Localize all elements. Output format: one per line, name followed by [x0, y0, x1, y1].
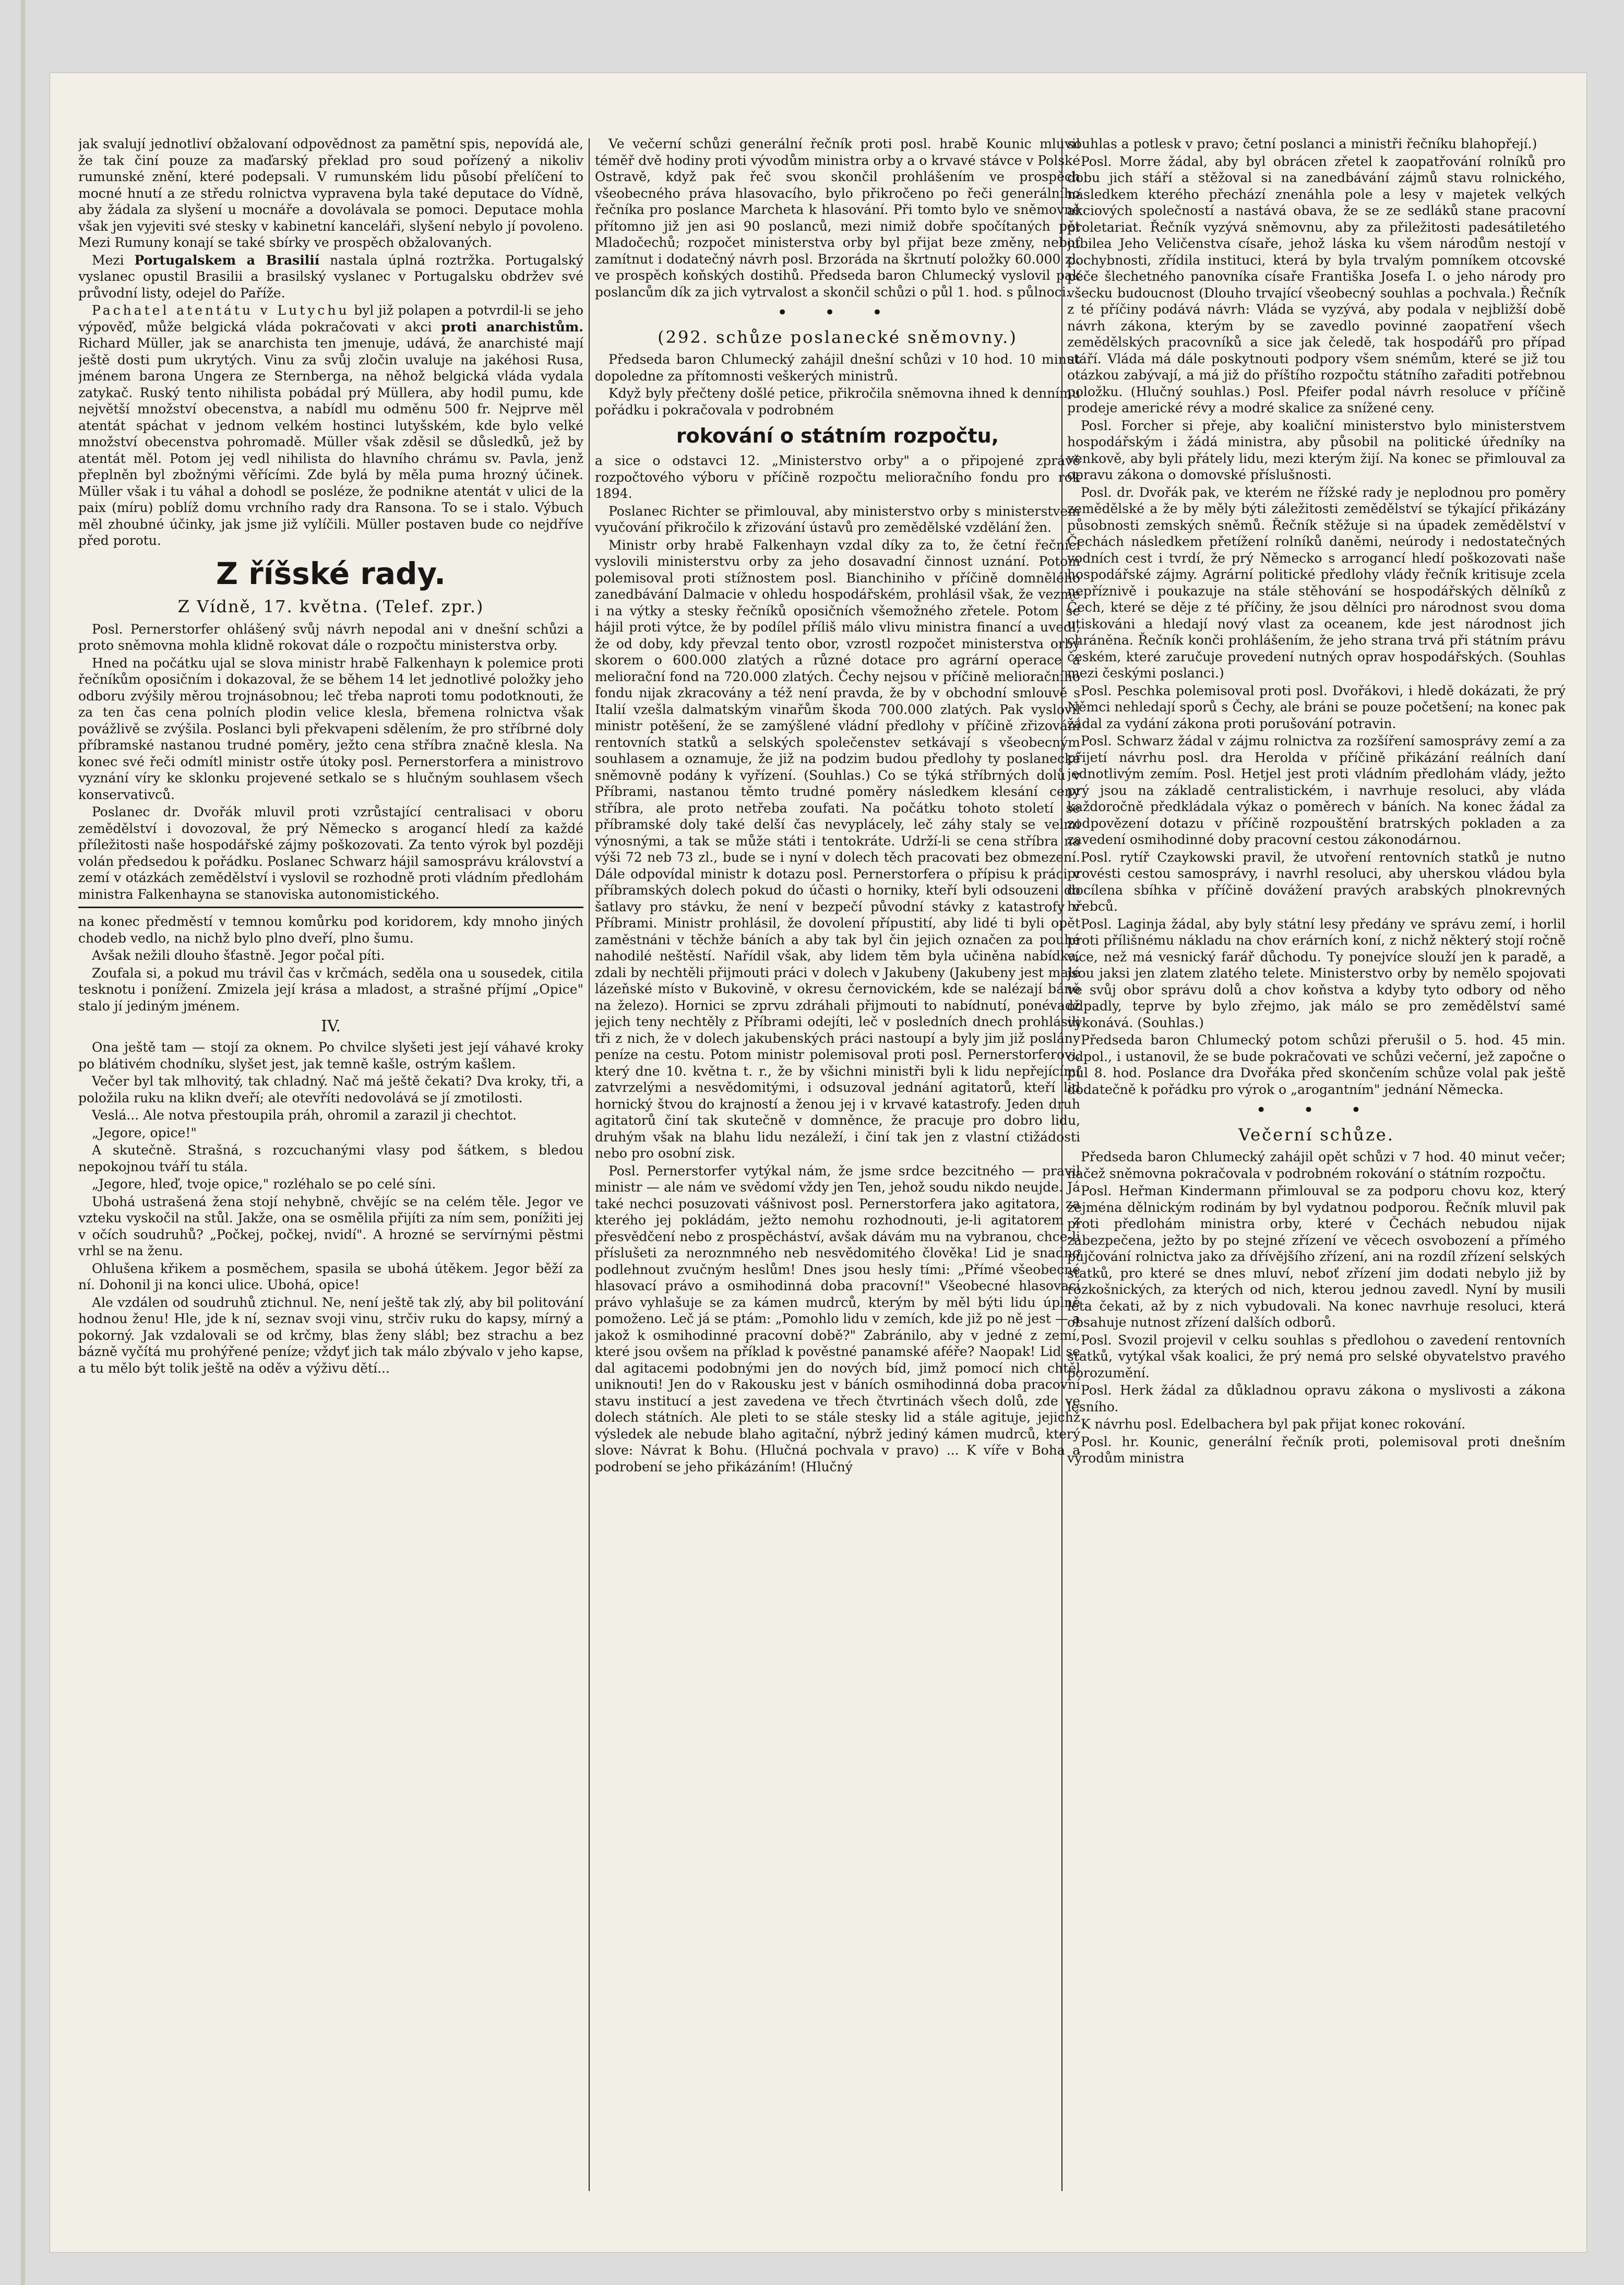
story-paragraph: Ona ještě tam — stojí za oknem. Po chvilce slyšeti jest její váhavé kroky po blátivém chodníku, slyšet jest, jak temně kašle, ostrým kašlem.	[78, 1040, 583, 1072]
story-paragraph: Avšak nežili dlouho šťastně. Jegor počal píti.	[92, 948, 385, 963]
lutych-text: byl již polapen a potvrdil-li se jeho výpověď, může belgická vláda pokračovati v akci	[78, 303, 583, 335]
paragraph: souhlas a potlesk v pravo; četní poslanci a ministři řečníku blahopřejí.)	[1067, 136, 1537, 151]
paragraph: Předseda baron Chlumecký potom schůzi přerušil o 5. hod. 45 min. odpol., i ustanovil, že se bude pokračovati ve schůzi večerní, jež započne o půl 8. hod. Poslance dra Dvořáka před skončením schůze volal pak ještě dodatečně k pořádku pro výrok o „arogantním" jednání Německa.	[1067, 1032, 1566, 1097]
session-heading: (292. schůze poslanecké sněmovny.)	[658, 327, 1018, 347]
paragraph: Posl. Pernerstorfer ohlášený svůj návrh nepodal ani v dnešní schůzi a proto sněmovna mohla klidně rokovat dále o rozpočtu ministerstva orby.	[78, 621, 583, 653]
paragraph: a sice o odstavci 12. „Ministerstvo orby" a o připojené zprávě rozpočtového výboru v příčině rozpočtu melioračního fondu pro rok 1894.	[595, 453, 1080, 501]
portugal-bold: Portugalskem a Brasilií	[134, 252, 320, 268]
story-paragraph: Veslá... Ale notva přestoupila práh, ohromil a zarazil ji chechtot.	[92, 1108, 517, 1123]
paragraph: Ve večerní schůzi generální řečník proti posl. hrabě Kounic mluvil téměř dvě hodiny proti vývodům ministra orby a o krvavé stávce v Polské Ostravě, když pak řeč svou skončil prohlášením ve prospěch všeobecného práva hlasovacího, bylo přikročeno po řeči generálního řečníka pro poslance Marcheta k hlasování. Při tomto bylo ve sněmovně přítomno již jen asi 90 poslanců, mezi nimiž dobře spočítaných pět Mladočechů; rozpočet ministerstva orby byl přijat beze změny, neboť zamítnut i dodatečný návrh posl. Brzoráda na škrtnutí položky 60.000 zl. ve prospěch koňských dostihů. Předseda baron Chlumecký vyslovil pak poslancům dík za jich vytrvalost a skončil schůzi o půl 1. hod. s půlnoci.	[595, 136, 1080, 300]
paragraph: Předseda baron Chlumecký zahájil opět schůzi v 7 hod. 40 minut večer; načež sněmovna pokračovala v podrobném rokování o státním rozpočtu.	[1067, 1149, 1566, 1181]
paragraph: Posl. Morre žádal, aby byl obrácen zřetel k zaopatřování rolníků pro dobu jich stáří a stěžoval si na zanedbávání zájmů stavu rolnického, následkem kterého přechází znenáhla pole a lesy v majetek velkých akciových společností a nastává obava, že se ze sedláků stane pracovní proletariat. Řečník vyzývá sněmovnu, aby za přiležitosti padesátiletého jubilea Jeho Veličenstva císaře, jehož láska ku všem národům nestojí v pochybnosti, zřídila instituci, která by byla trvalým pomníkem otcovské péče šlechetného panovníka císaře Františka Josefa I. o jeho národy pro všecku budoucnost (Dlouho trvající všeobecný souhlas a pochvala.) Řečník z té příčiny podává návrh: Vláda se vyzývá, aby podala v nejbližší době návrh zákona, kterým by se zavedlo povinné zaopatření všech zemědělských pracovníků a sice jak čeledě, tak hospodářů pro případ stáří. Vláda má dále poskytnouti podpory všem snémům, které se již tou otázkou zabývají, a má již do příštího rozpočtu státního zařaditi potřebnou položku. (Hlučný souhlas.) Posl. Pfeifer podal návrh resoluce v příčině prodeje americké révy a modré skalice za snížené ceny.	[1067, 153, 1566, 415]
paragraph: Když byly přečteny došlé petice, přikročila sněmovna ihned k dennímu pořádku i pokračovala v podrobném	[595, 386, 1080, 418]
paragraph: Poslanec dr. Dvořák mluvil proti vzrůstající centralisaci v oboru zemědělství i dovozoval, že prý Německo s arogancí hledí za každé příležitosti naše hospodářské zájmy poškozovati. Za tento výrok byl později volán předsedou k pořádku. Poslanec Schwarz hájil samosprávu království a zemí v otázkách zemědělství i vyslovil se rozhodně proti vládním předlohám ministra Falkenhayna se stanoviska autonomistického.	[78, 804, 583, 902]
lutych-tail: Richard Müller, jak se anarchista ten jmenuje, udává, že anarchisté mají ještě dosti pum ukrytých. Vinu za svůj zločin uvaluje na jakéhosi Rusa, jménem barona Ungera ze Sternberga, na něhož belgická vláda vydala zatykač. Ruský tento nihilista pobádal prý Müllera, aby hodil pumu, kde největší množství obecenstva, a nabídl mu odměnu 500 fr. Nejprve měl atentát spáchat v jednom velkém hostinci lutyšském, kde bylo velké množství obecenstva pohromadě. Müller však zděsil se důsledků, jež by atentát měl. Potom jej vedl nihilista do hlavního chrámu sv. Pavla, jenž přeplněn byl zbožnými věřícími. Zde bylá by měla puma hrozný účinek. Müller však i tu váhal a dohodl se posléze, že podnikne atentát v ulici de la paix (míru) poblíž domu vrchního rady dra Ransona. To se i stalo. Výbuch měl zhoubné účinky, jak jsme již vylíčili. Müller postaven bude co nejdříve před porotu.	[78, 336, 583, 548]
story-paragraph: Zoufala si, a pokud mu trávil čas v krčmách, seděla ona u sousedek, citila tesknotu i ponížení. Zmizela její krása a mladost, a strašné příjmí „Opice" stalo jí jediným jménem.	[78, 965, 583, 1014]
story-paragraph: Ale vzdálen od soudruhů ztichnul. Ne, není ještě tak zlý, aby bil politování hodnou ženu! Hle, jde k ní, seznav svoji vinu, strčiv ruku do kapsy, mírný a pokorný. Jak vzdalovali se od krčmy, blas ženy slábl; bez strachu a bez bázně vyčítá mu prohýřené peníze; vždyť jich tak málo zbývalo v jeho kapse, a tu mělo být tolik ještě na oděv a výživu dětí...	[78, 1294, 583, 1376]
story-paragraph: A skutečně. Strašná, s rozcuchanými vlasy pod šátkem, s bledou nepokojnou tváří tu stála.	[78, 1142, 583, 1174]
paragraph: K návrhu posl. Edelbachera byl pak přijat konec rokování.	[1081, 1417, 1466, 1432]
section-heading-rada: Z říšské rady.	[216, 555, 446, 591]
paragraph: Hned na počátku ujal se slova ministr hrabě Falkenhayn k polemice proti řečníkům oposičním i dokazoval, že se během 14 let jednotlivé položky jeho odboru zvýšily měrou trojnásobnou; leč třeba naproti tomu podotknouti, že za ten čas cena polních plodin velice klesla, břemena rolnictva však povážlivě se zvýšila. Poslanci byli překvapeni sdělením, že pro stříbrné doly příbramské nastanou trudné poměry, ježto cena stříbra značně klesla. Na konec své řeči odmítl ministr ostře útoky posl. Pernerstorfera a ministrovo vyznání víry ke sklonku projevené setkalo se s hlučným souhlasem všech konservativců.	[78, 655, 583, 802]
story-paragraph: Ubohá ustrašená žena stojí nehybně, chvějíc se na celém těle. Jegor ve vzteku vyskočil na stůl. Jakže, ona se osmělila přijíti za ním sem, ponížiti jej v očích soudruhů? „Počkej, počkej, nvidí". A hrozné se servírnými pěstmi vrhl se na ženu.	[78, 1194, 583, 1258]
article-rumanians: jak svalují jednotliví obžalovaní odpovědnost za pamětní spis, nepovídá ale, že tak činí pouze za maďarský překlad pro soud pořízený a nikoliv rumunské znění, které podepsali. V rumunském lidu působí přelíčení to mocné hnutí a ze středu rolnictva vypravena byla také deputace do Vídně, aby žádala za slyšení u mocnáře a dovolávala se pomoci. Deputace mohla však jen vyjeviti své stesky v kabinetní kanceláři, slyšení nebylo jí povoleno. Mezi Rumuny konají se také sbírky ve prospěch obžalovaných.	[78, 136, 583, 250]
dateline: Z Vídně, 17. května. (Telef. zpr.)	[177, 596, 484, 616]
column-3	[1067, 136, 1566, 2201]
paragraph: Předseda baron Chlumecký zahájil dnešní schůzi v 10 hod. 10 minut dopoledne za přítomnosti veškerých ministrů.	[595, 352, 1080, 384]
paragraph: Posl. Pernerstorfer vytýkal nám, že jsme srdce bezcitného — pravil ministr — ale nám ve svědomí vždy jen Ten, jehož soudu nikdo neujde. Já také nechci posuzovati vášnivost posl. Pernerstorfera jako agitatora, za kterého jej pokládám, ježto nemohu rozhodnouti, je-li agitatorem z přesvědčení nebo z prospěcháství, avšak dávám mu na vybranou, chce-li příslušeti za neroznmného neb nesvědomitého člověka! Lid je snadno podlehnout zvučným heslům! Dnes jsou hesly tími: „Přímé všeobecné hlasovací právo a osmihodinná doba pracovní!" Všeobecné hlasovací právo vyhlašuje se za kámen mudrců, kterým by měl býti lidu úplně pomoženo. Leč já se ptám: „Pomohlo lidu v zemích, kde již po ně jest — a jakož k osmihodinné pracovní době?" Zabránilo, aby v jedné z zemí, které jsou ovšem na příklad k pověstné panamské aféře? Naopak! Lid se dal agitacemi podobnými jen do nových bíd, jimž pomocí nich chtěl uniknouti! Jen do v Rakousku jest v báních osmihodinná doba pracovní stavu institucí a jest zavedena ve třech čtvrtinách všech dolů, zde ve dolech státních. Ale pleti to se stále stesky lid a stále agituje, jejichž výsledek ale nebude blaho agitační, nýbrž jediný kámen mudrců, který slove: Návrat k Bohu. (Hlučná pochvala v pravo) ... K víře v Boha a podrobení se jeho přikázáním! (Hlučný	[595, 1163, 1080, 1474]
paragraph: Posl. Laginja žádal, aby byly státní lesy předány ve správu zemí, i horlil proti přílišnému nákladu na chov erárních koní, z nichž některý stojí ročně více, než má vesnický farář důchodu. Ty ponejvíce slouží jen k paradě, a jsou jaksi jen zlatem zlatého telete. Ministerstvo orby by nemělo spojovati ve svůj obor správu dolů a chov koňstva a kdyby tyto odbory od něho odpadly, teprve by bylo zřejmo, jak málo se pro zemědělství samé vykonává. (Souhlas.)	[1067, 916, 1566, 1030]
portugal-tail: nastala úplná roztržka. Portugalský vyslanec opustil Brasilii a brasilský vyslanec v Portugalsku obdržev své průvodní listy, odejel do Paříže.	[78, 252, 583, 301]
paragraph: Posl. hr. Kounic, generální řečník proti, polemisoval proti dnešním výrodům ministra	[1067, 1434, 1566, 1466]
story-paragraph: „Jegore, hleď, tvoje opice," rozléhalo se po celé síni.	[92, 1176, 436, 1192]
paragraph: Posl. Schwarz žádal v zájmu rolnictva za rozšíření samosprávy zemí a za přijetí návrhu posl. dra Herolda v příčině přikázání reálních daní jednotlivým zemím. Posl. Hetjel jest proti vládním předlohám vlády, ježto prý jsou na základě centralistickém, i navrhuje resoluci, aby vláda každoročně předkládala výkaz o poměrech v báních. Na konec žádal za zodpovězení dotazu v příčině rozpouštění bratrských pokladen a za zavedení osmihodinné doby pracovní cestou zákonodárnou.	[1067, 733, 1566, 847]
lutych-lead: Pachatel atentátu v Lutychu	[92, 303, 350, 318]
portugal-lead: Mezi	[92, 252, 124, 268]
story-paragraph: Večer byl tak mlhovitý, tak chladný. Nač má ještě čekati? Dva kroky, tři, a položila ruku na klikn dveří; ale otevříti nedovolává se jí zmotilosti.	[78, 1074, 583, 1105]
lutych-bold: proti anarchistům.	[441, 319, 583, 335]
feuilleton-divider	[78, 907, 583, 908]
column-2	[595, 136, 1080, 2201]
chapter-number: IV.	[321, 1017, 341, 1036]
story-paragraph: „Jegore, opice!"	[92, 1125, 197, 1140]
paragraph: Posl. rytíř Czaykowski pravil, že utvoření rentovních statků je nutno provésti cestou samosprávy, i navrhl resoluci, aby uherskou vládou byla docílena sbíhka v příčině dovážení pravých arabských plnokrevných hřebců.	[1067, 849, 1566, 914]
paragraph: Posl. Herk žádal za důkladnou opravu zákona o myslivosti a zákona lesního.	[1067, 1383, 1566, 1414]
sheet-edge	[21, 0, 25, 2285]
paragraph: Posl. Svozil projevil v celku souhlas s předlohou o zavedení rentovních statků, vytýkal však koalici, že prý nemá pro selské obyvatelstvo pravého porozumění.	[1067, 1332, 1566, 1380]
paragraph: Posl. Peschka polemisoval proti posl. Dvořákovi, i hledě dokázati, že prý Němci nehledají sporů s Čechy, ale bráni se pouze početšení; na konec pak žádal za vydání zákona proti porušování potravin.	[1067, 683, 1566, 731]
session-heading-evening: Večerní schůze.	[1238, 1125, 1394, 1145]
section-separator: • • •	[777, 302, 898, 323]
article-lutych	[78, 302, 583, 549]
column-rule-1	[589, 138, 590, 2191]
section-separator: • • •	[1256, 1100, 1377, 1121]
article-portugal	[78, 252, 583, 302]
paragraph: Poslanec Richter se přimlouval, aby ministerstvo orby s ministerstvem vyučování přikročilo k zřizování ústavů pro zemědělské vzdělání žen.	[595, 503, 1080, 535]
story-paragraph: na konec předměstí v temnou komůrku pod koridorem, kdy mnoho jiných chodeb vedlo, na nichž bylo plno dveří, plno šumu.	[78, 914, 583, 946]
paragraph: Ministr orby hrabě Falkenhayn vzdal díky za to, že četní řečníci vyslovili ministerstvu orby za jeho dosavadní činnost uznání. Potom polemisoval proti stížnostem posl. Bianchiniho v příčině domnělého zanedbávání Dalmacie v ohledu hospodářském, prohlásil však, že vezme i na výtky a stesky řečníků oposičních všemožného zřetele. Potom se hájil proti výtce, že by podílel příliš málo vlivu ministra financí a uvedl, že od doby, kdy převzal tento obor, vzrostl rozpočet ministerstva orby skorem o 600.000 zlatých a různé dotace pro agrární operace a meliorační fond na 720.000 zlatých. Čechy nejsou v příčině melioračního fondu nijak zkracovány a též není pravda, že by v obchodní smlouvě s Italií vzešla dalmatským vinařům škoda 700.000 zlatých. Pak vyslovil ministr potěšení, že se zamýšlené vládní předlohy v příčině zřizování rentovních statků a selských společenstev setkávají s všeobecným souhlasem a oznamuje, že již na podzim budou předlohy ty poslanecké sněmovně podány k vyřízení. (Souhlas.) Co se týká stříbrných dolů v Příbrami, nastanou těmto trudné poměry následkem klesání ceny stříbra, ale proto netřeba zoufati. Na počátku tohoto století se příbramské doly také delší čas nevyplácely, leč záhy staly se velmi výnosnými, a tak se může státi i tentokráte. Udrží-li se cena stříbra na výši 72 neb 73 zl., bude se i nyní v dolech těch pracovati bez obmezení. Dále odpovídal ministr k dotazu posl. Pernerstorfera o přípisu k práci v příbramských dolech pokud do účasti o horniky, kteří byli odsouzeni do šatlavy pro stávku, že není v bezpečí původní stávky z katastrofy v Příbrami. Ministr prohlásil, že dovolení přípustití, aby lidé ti byli opět zaměstnáni v těchže báních a aby tak byl čin jejich označen za pouhé nahodilé neštěstí. Nařídil však, aby lidem těm byla učiněna nabídka, zdali by nechtěli přijmouti práci v dolech v Jakubeny (Jakubeny jest malé lázeňské místo v Bukovině, v okresu černovickém, kde se nalézají báně na železo). Hornici se zprvu zdráhali přijmouti to nabídnutí, ponévadž jejich teny nechtěly z Příbrami odejíti, leč v posledních dnech prohlásili tři z nich, že v dolech jakubenských práci nastoupí a byly jim již poslány peníze na cestu. Potom ministr polemisoval proti posl. Pernerstorferovi, který dne 10. května t. r., že by všichni ministři byli k lidu nepřejícími zatvrzelými a nesvědomitými, i odsuzoval jednání agitatorů, kteří lid hornický štvou do krajností a ženou jej i v krvavé katastrofy. Jeden druh agitatorů činí tak skutečně v domněnce, že pracuje pro dobro lidu, druhým však na blahu lidu nezáleží, i činí tak jen z vlastní ctižádosti nebo pro osobní zisk.	[595, 537, 1080, 1161]
subheading-rozpocet: rokování o státním rozpočtu,	[676, 424, 999, 447]
paragraph: Posl. Heřman Kindermann přimlouval se za podporu chovu koz, který zejména dělnickým rodinám by byl vydatnou podporou. Řečník mluvil pak proti předlohám ministra orby, které v Čechách nebudou nijak zabezpečena, ježto by po stejné zřízení ve věcech osvobození a přímého půjčování rolnictva jako za dřívějšího zřízení, ani na rozdíl zřízení selských statků, pro které se dnes mluví, neboť zřízení jim dodati nebylo již by rozkošnických, za kterých od nich, kterou jednou zavedl. Nyní by musili léta čekati, až by z nich vybudovali. Na konec navrhuje resoluci, která obsahuje nutnost zřízení dalších odborů.	[1067, 1183, 1566, 1330]
story-paragraph: Ohlušena křikem a posměchem, spasila se ubohá útěkem. Jegor běží za ní. Dohonil ji na konci ulice. Ubohá, opice!	[78, 1260, 583, 1292]
paragraph: Posl. dr. Dvořák pak, ve kterém ne řížské rady je neplodnou pro poměry zemědělské a že by měly býti záležitosti zemědělství se týkající přikázány působnosti zemských sněmů. Řečník stěžuje si na úpadek zemědělství v Čechách následkem přetížení rolníků daněmi, neúrody i nedostatečných vodních cest i tvrdí, že prý Německo s arrogancí hledí poškozovati naše hospodářské zájmy. Agrární politické předlohy vlády řečník kritisuje zcela nepříznivě i poukazuje na stále stěhování se hospodářských dělníků z Čech, které se děje z té příčiny, že jsou dělníci pro národnost svou doma utiskováni a hledají nový vlast za oceanem, kde jest národnost jich chráněna. Řečník konči prohlášením, že jeho strana trvá při státním právu českém, které zaručuje provedení nutných oprav hospodářských. (Souhlas mezi českými poslanci.)	[1067, 484, 1566, 681]
paragraph: Posl. Forcher si přeje, aby koaliční ministerstvo bylo ministerstvem hospodářským i žádá ministra, aby působil na politické úředníky na venkově, aby byli přátely lidu, mezi kterým žijí. Na konec se přimlouval za opravu zákona o domovské příslušnosti.	[1067, 418, 1566, 482]
column-1	[78, 136, 583, 2201]
